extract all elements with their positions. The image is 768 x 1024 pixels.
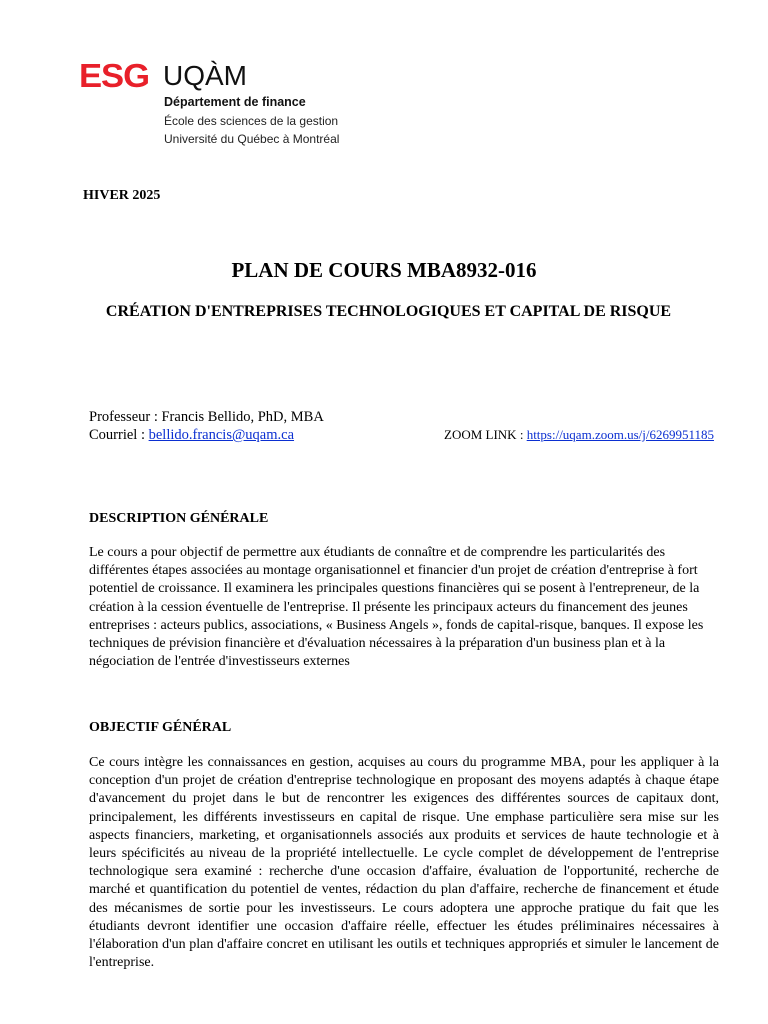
school-name: École des sciences de la gestion (164, 114, 339, 128)
section-text-objective: Ce cours intègre les connaissances en gestion, acquises au cours du programme MBA, pour les appliquer à la conception d'un projet de création d'entreprise technologique en proposant des moyens adaptés à chaque étape d'avancement du projet dans le but de rencontrer les exigences des différentes sources de capitaux dont, principalement, les différents investisseurs en capital de risque. Une emphase particulière sera mise sur les aspects financiers, marketing, et organisationnels associés aux produits et services de haute technologie et à leurs spécificités au niveau de la propriété intellectuelle. Le cycle complet de développement de l'entreprise technologique sera examiné : recherche d'une occasion d'affaire, évaluation de l'opportunité, recherche de marché et quantification du potentiel de ventes, rédaction du plan d'affaire, recherche de financement et étude des mécanismes de sortie pour les investisseurs. Le cours adoptera une approche pratique du fait que les étudiants devront identifier une occasion d'affaire réelle, effectuer les études préliminaires nécessaires à l'élaboration d'un plan d'affaire concret en utilisant les outils et techniques appropriés et simuler le lancement de l'entreprise. (89, 755, 719, 971)
logo-uqam-text: UQÀM (163, 60, 247, 91)
esg-uqam-logo (79, 58, 359, 148)
department-name: Département de finance (164, 95, 306, 109)
logo-esg-text: ESG (79, 57, 150, 94)
page-title: PLAN DE COURS MBA8932-016 (231, 258, 537, 282)
section-heading-objective: OBJECTIF GÉNÉRAL (89, 720, 232, 735)
zoom-label: ZOOM LINK : (444, 427, 527, 442)
zoom-line (444, 427, 714, 443)
university-name: Université du Québec à Montréal (164, 132, 340, 146)
email-link[interactable]: bellido.francis@uqam.ca (148, 427, 295, 443)
email-label: Courriel : (89, 427, 149, 443)
professor-line: Professeur : Francis Bellido, PhD, MBA (89, 409, 324, 425)
email-line (89, 426, 294, 444)
term-label: HIVER 2025 (83, 188, 161, 203)
section-heading-description: DESCRIPTION GÉNÉRALE (89, 511, 269, 526)
course-subtitle: CRÉATION D'ENTREPRISES TECHNOLOGIQUES ET CAPITAL DE RISQUE (105, 303, 672, 320)
zoom-link[interactable]: https://uqam.zoom.us/j/6269951185 (526, 427, 714, 442)
section-text-description: Le cours a pour objectif de permettre aux étudiants de connaître et de comprendre les particularités des différentes étapes associées au montage organisationnel et financier d'un projet de création d'entreprise à fort potentiel de croissance. Il examinera les principales questions financières qui se posent à l'entrepreneur, de la création à la cession éventuelle de l'entreprise. Il présente les principaux acteurs du financement des jeunes entreprises : acteurs publics, associations, « Business Angels », fonds de capital-risque, banques. Il expose les techniques de prévision financière et d'évaluation nécessaires à la préparation d'un business plan et à la négociation de l'entrée d'investisseurs externes (89, 545, 704, 670)
